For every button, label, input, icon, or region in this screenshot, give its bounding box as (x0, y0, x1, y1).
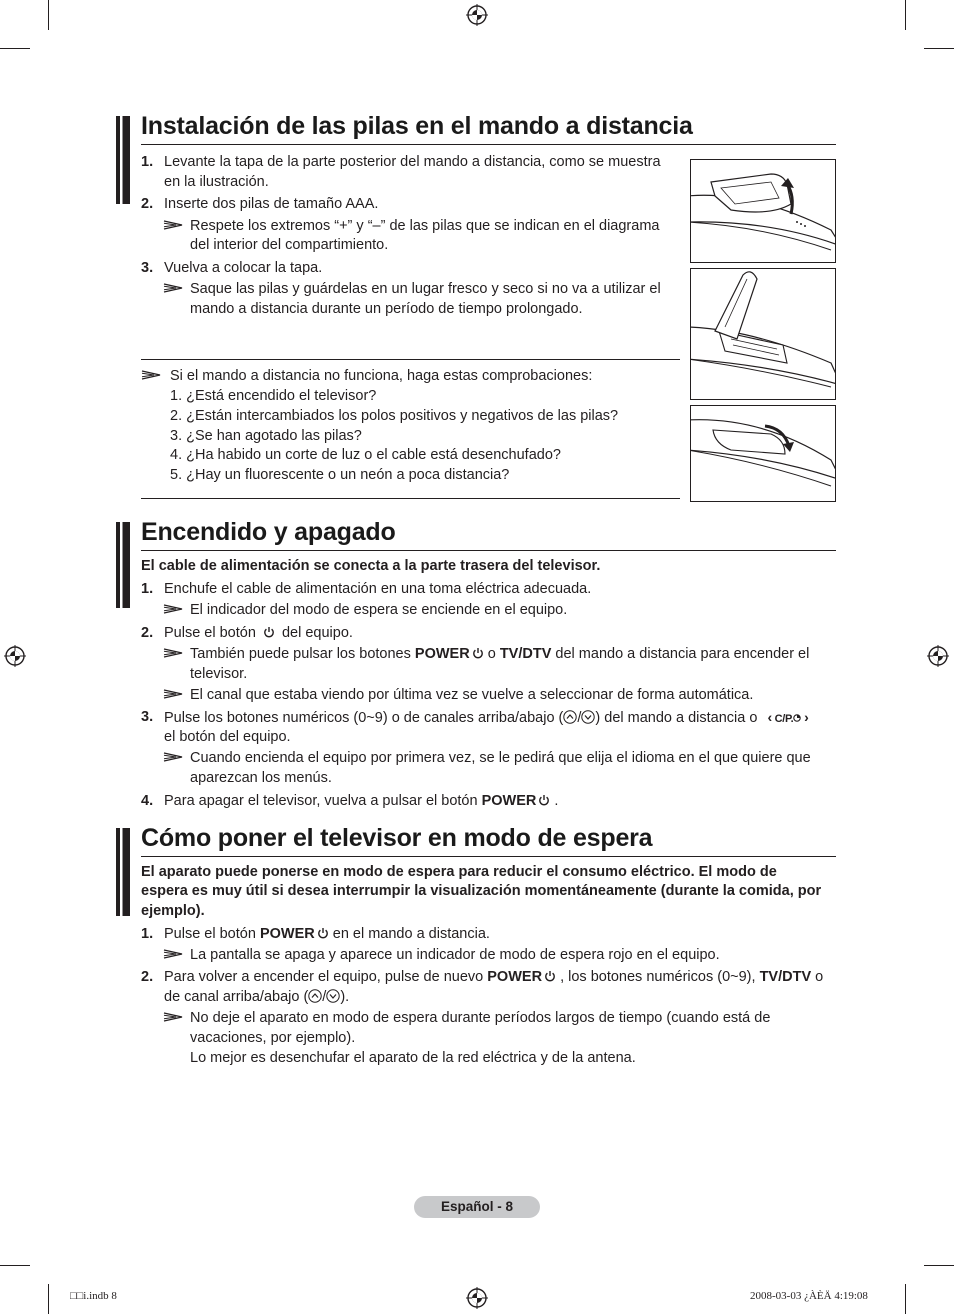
crop-mark (48, 1284, 49, 1314)
crop-mark (0, 48, 30, 49)
chevron-right-icon: › (804, 709, 809, 725)
note-arrow-icon (163, 949, 183, 959)
note-text-part: o (487, 646, 496, 662)
check-item: 5. ¿Hay un fluorescente o un neón a poca distancia? (170, 467, 510, 483)
step-text-part: , los botones numéricos (0~9), (560, 969, 756, 985)
note-arrow-icon (163, 648, 183, 658)
power-button-label: POWER (487, 969, 543, 985)
power-icon (263, 626, 275, 638)
channel-up-icon (563, 710, 577, 724)
remote-illustration-batteries (690, 268, 836, 400)
note-text: vacaciones, por ejemplo). (190, 1030, 356, 1046)
step-text-part: de canal arriba/abajo ( (164, 989, 309, 1005)
crop-mark (905, 0, 906, 30)
step-text-part: Para apagar el televisor, vuelva a pulsar el botón (164, 793, 478, 809)
title-underline (141, 856, 836, 857)
registration-mark-icon (927, 645, 949, 667)
section-accent-bar (116, 116, 130, 204)
section-intro: espera es muy útil si desea interrumpir la visualización momentáneamente (durante la comida, por (141, 883, 822, 899)
tv-dtv-button-label: TV/DTV (759, 969, 812, 985)
step-text-part: ) del mando a distancia o (595, 710, 758, 726)
file-info: □□i.indb 8 (70, 1290, 117, 1302)
step-text-part: o (815, 969, 824, 985)
note-text: Saque las pilas y guárdelas en un lugar fresco y seco si no va a utilizar el (190, 281, 661, 297)
step-text: el botón del equipo. (164, 729, 291, 745)
check-item: 1. ¿Está encendido el televisor? (170, 388, 377, 404)
registration-mark-icon (4, 645, 26, 667)
check-item: 4. ¿Ha habido un corte de luz o el cable está desenchufado? (170, 447, 561, 463)
step-text-part: . (554, 793, 559, 809)
page-number-badge: Español - 8 (414, 1196, 540, 1218)
note-arrow-icon (163, 689, 183, 699)
note-text-part: También puede pulsar los botones (190, 646, 411, 662)
crop-mark (924, 48, 954, 49)
step-text-part: en el mando a distancia. (332, 926, 490, 942)
note-arrow-icon (141, 370, 161, 380)
note-text: No deje el aparato en modo de espera durante períodos largos de tiempo (cuando está de (190, 1010, 771, 1026)
section-accent-bar (116, 828, 130, 916)
note-text (190, 644, 809, 664)
step-text: Enchufe el cable de alimentación en una toma eléctrica adecuada. (164, 581, 592, 597)
section-title: Cómo poner el televisor en modo de espera (141, 824, 653, 852)
step-text: Vuelva a colocar la tapa. (164, 260, 323, 276)
step-text-part: Para volver a encender el equipo, pulse de nuevo (164, 969, 484, 985)
step-number: 1. (141, 926, 154, 942)
check-intro: Si el mando a distancia no funciona, haga estas comprobaciones: (170, 368, 593, 384)
section-intro: El aparato puede ponerse en modo de espera para reducir el consumo eléctrico. El modo de (141, 864, 777, 880)
section-intro: El cable de alimentación se conecta a la parte trasera del televisor. (141, 558, 601, 574)
step-text-part: Pulse los botones numéricos (0~9) o de canales arriba/abajo ( (164, 710, 564, 726)
step-number: 1. (141, 581, 154, 597)
section-intro: ejemplo). (141, 903, 205, 919)
crop-mark (48, 0, 49, 30)
step-text-part: del equipo. (281, 625, 353, 641)
note-text-part: del mando a distancia para encender el (555, 646, 810, 662)
channel-down-icon (581, 710, 595, 724)
section-accent-bar (116, 522, 130, 608)
step-number: 3. (141, 260, 154, 276)
step-text-part: / (322, 989, 327, 1005)
step-text: Inserte dos pilas de tamaño AAA. (164, 196, 379, 212)
crop-mark (924, 1265, 954, 1266)
note-text: televisor. (190, 666, 248, 682)
step-number: 4. (141, 793, 154, 809)
remote-back-image (691, 160, 836, 263)
step-number: 2. (141, 969, 154, 985)
power-icon (544, 970, 556, 982)
note-text: El canal que estaba viendo por última vez se vuelve a seleccionar de forma automática. (190, 687, 754, 703)
step-text (164, 791, 558, 811)
note-text: Respete los extremos “+” y “–” de las pilas que se indican en el diagrama (190, 218, 660, 234)
note-text: La pantalla se apaga y aparece un indicador de modo de espera rojo en el equipo. (190, 947, 720, 963)
note-text: Cuando encienda el equipo por primera vez, se le pedirá que elija el idioma en el que quiere que (190, 750, 811, 766)
note-arrow-icon (163, 604, 183, 614)
note-text: El indicador del modo de espera se enciende en el equipo. (190, 602, 568, 618)
note-text: del interior del compartimiento. (190, 237, 389, 253)
channel-down-icon (326, 989, 340, 1003)
step-number: 3. (141, 709, 154, 725)
step-text: Levante la tapa de la parte posterior del mando a distancia, como se muestra (164, 154, 661, 170)
title-underline (141, 144, 836, 145)
print-timestamp: 2008-03-03 ¿ÀÈÄ 4:19:08 (750, 1290, 868, 1302)
step-text (164, 967, 823, 987)
power-icon (538, 794, 550, 806)
step-number: 2. (141, 196, 154, 212)
step-text-part: Pulse el botón (164, 926, 256, 942)
note-arrow-icon (163, 220, 183, 230)
cp-button (767, 707, 808, 729)
remote-illustration-open-cover (690, 159, 836, 263)
check-item: 2. ¿Están intercambiados los polos positivos y negativos de las pilas? (170, 408, 619, 424)
registration-mark-icon (466, 4, 488, 26)
step-number: 2. (141, 625, 154, 641)
step-text-part: Pulse el botón (164, 625, 256, 641)
power-icon (317, 927, 329, 939)
power-icon (472, 647, 484, 659)
crop-mark (905, 1284, 906, 1314)
remote-battery-compartment-image (691, 269, 836, 400)
step-number: 1. (141, 154, 154, 170)
cp-label: C/P. (774, 713, 794, 725)
step-text (164, 623, 353, 643)
cp-indicator-icon (793, 714, 801, 722)
power-button-label: POWER (414, 646, 470, 662)
note-arrow-icon (163, 1012, 183, 1022)
step-text (164, 707, 809, 729)
step-text: en la ilustración. (164, 174, 269, 190)
divider (141, 359, 680, 360)
step-text (164, 987, 349, 1007)
tv-dtv-button-label: TV/DTV (499, 646, 552, 662)
check-item: 3. ¿Se han agotado las pilas? (170, 428, 362, 444)
note-arrow-icon (163, 752, 183, 762)
chevron-left-icon: ‹ (767, 709, 772, 725)
registration-mark-icon (466, 1287, 488, 1309)
remote-illustration-close-cover (690, 405, 836, 502)
title-underline (141, 550, 836, 551)
note-arrow-icon (163, 283, 183, 293)
power-button-label: POWER (481, 793, 537, 809)
section-title: Instalación de las pilas en el mando a distancia (141, 112, 693, 140)
note-text: Lo mejor es desenchufar el aparato de la red eléctrica y de la antena. (190, 1050, 636, 1066)
channel-up-icon (308, 989, 322, 1003)
power-button-label: POWER (259, 926, 315, 942)
step-text-part: / (577, 710, 582, 726)
note-text: mando a distancia durante un período de tiempo prolongado. (190, 301, 583, 317)
remote-cover-closed-image (691, 406, 836, 502)
divider (141, 498, 680, 499)
crop-mark (0, 1265, 30, 1266)
step-text (164, 924, 490, 944)
section-title: Encendido y apagado (141, 518, 396, 546)
note-text: aparezcan los menús. (190, 770, 332, 786)
step-text-part: ). (340, 989, 350, 1005)
